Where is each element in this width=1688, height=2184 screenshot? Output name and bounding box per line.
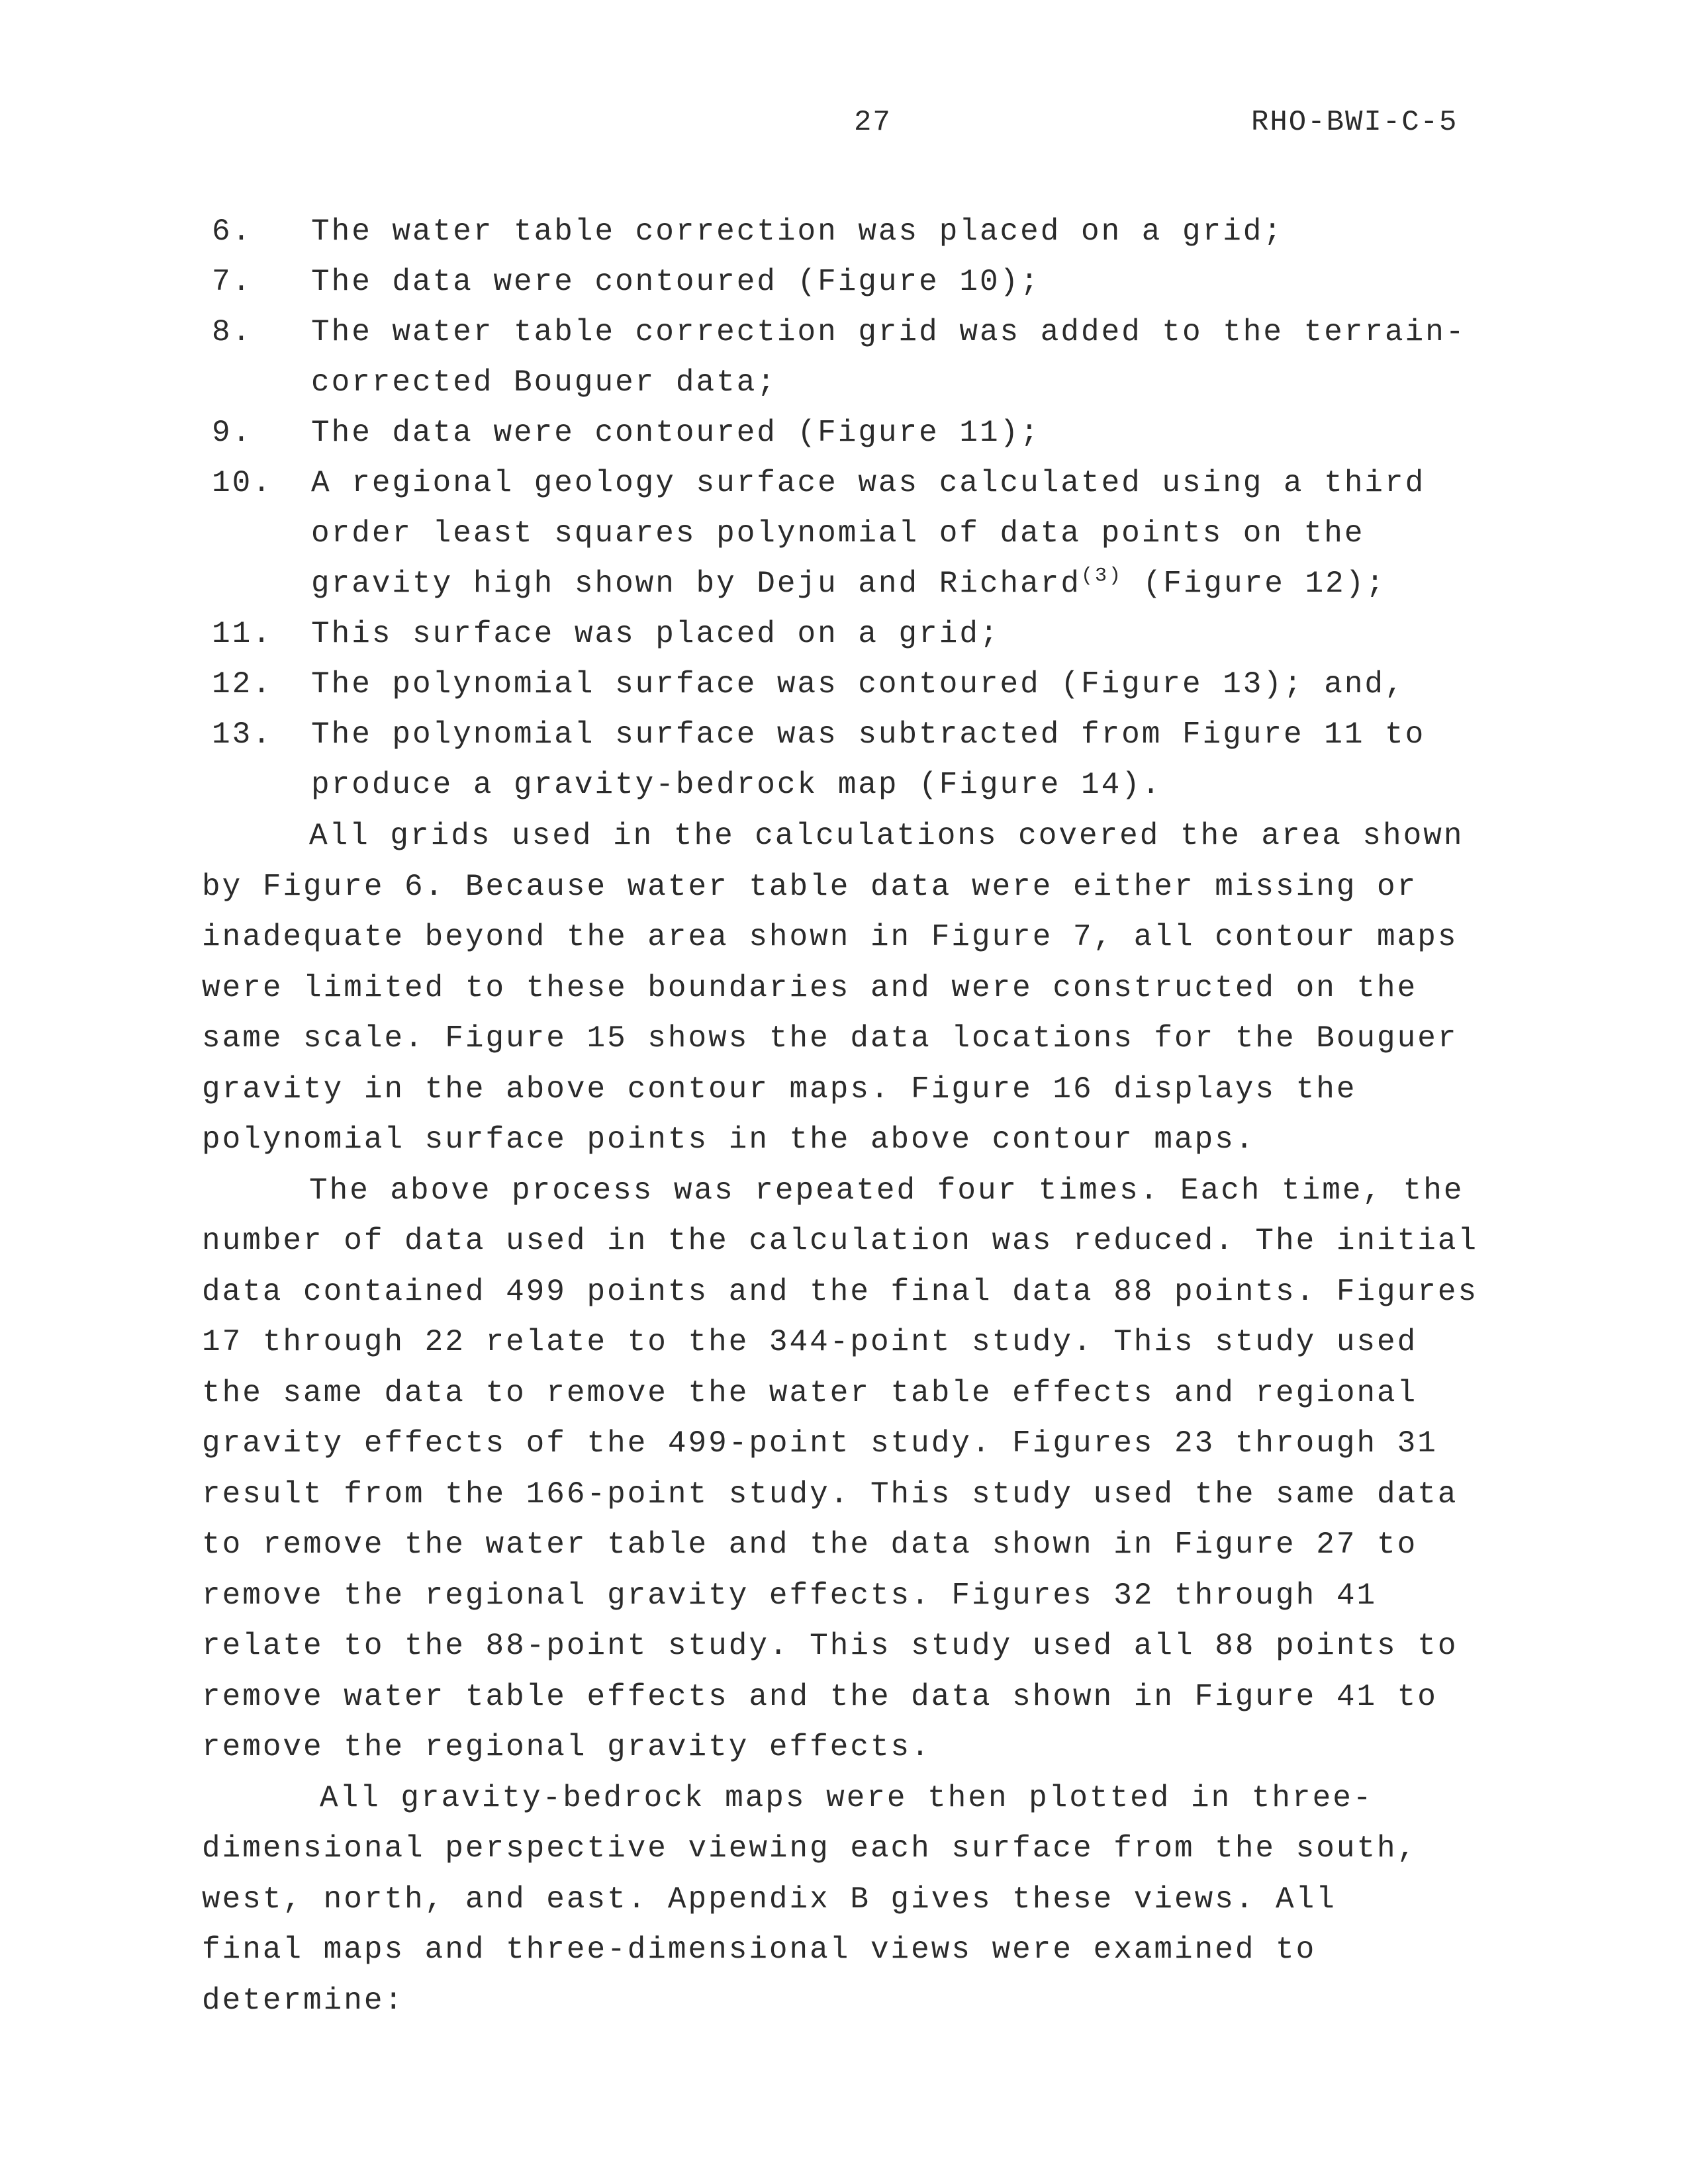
list-item bbox=[212, 307, 1503, 408]
step-number: 9. bbox=[212, 416, 253, 450]
reference-superscript: (3) bbox=[1080, 565, 1123, 588]
list-item bbox=[212, 609, 1503, 659]
paragraph-grids: All grids used in the calculations covered the area shown by Figure 6. Because water table data were either missing or inadequate beyond the area shown in Figure 7, all contour maps were limited to these boundaries and were constructed on the same scale. Figure 15 shows the data locations for the Bouguer gravity in the above contour maps. Figure 16 displays the polynomial surface points in the above contour maps. bbox=[202, 819, 1464, 1157]
list-item bbox=[212, 206, 1503, 257]
step-text: The water table correction was placed on a grid; bbox=[311, 214, 1284, 249]
list-item bbox=[212, 458, 1503, 609]
step-text: This surface was placed on a grid; bbox=[311, 617, 1000, 651]
step-number: 8. bbox=[212, 315, 253, 349]
step-text: The data were contoured (Figure 10); bbox=[311, 265, 1041, 299]
paragraph-maps: All gravity-bedrock maps were then plotted in three- dimensional perspective viewing each surface from the south, west, north, and east. Appendix B gives these views. All final maps and three-dimensional views were examined to determine: bbox=[202, 1780, 1418, 2018]
step-number: 12. bbox=[212, 667, 273, 702]
step-number: 13. bbox=[212, 717, 273, 752]
step-text: The polynomial surface was contoured (Figure 13); and, bbox=[311, 667, 1405, 702]
step-text bbox=[311, 458, 1503, 609]
step-text: The water table correction grid was added to the terrain- corrected Bouguer data; bbox=[311, 315, 1466, 400]
list-item bbox=[212, 257, 1503, 307]
step-number: 6. bbox=[212, 214, 253, 249]
document-id: RHO-BWI-C-5 bbox=[1251, 106, 1458, 139]
list-item bbox=[212, 659, 1503, 709]
paragraph-process: The above process was repeated four times. Each time, the number of data used in the calculation was reduced. The initial data contained 499 points and the final data 88 points. Figures 17 through 22 relate to the 344-point study. This study used the same data to remove the water table effects and regional gravity effects of the 499-point study. Figures 23 through 31 result from the 166-point study. This study used the same data to remove the water table and the data shown in Figure 27 to remove the regional gravity effects. Figures 32 through 41 relate to the 88-point study. This study used all 88 points to remove water table effects and the data shown in Figure 41 to remove the regional gravity effects. bbox=[202, 1173, 1479, 1764]
list-item bbox=[212, 408, 1503, 458]
step-text-main: A regional geology surface was calculated using a third order least squares polynomial of data points on the gravity high shown by Deju and Richard bbox=[311, 466, 1426, 601]
step-number: 7. bbox=[212, 265, 253, 299]
step-text-figure-ref: (Figure 12); bbox=[1123, 567, 1386, 601]
step-number: 10. bbox=[212, 466, 273, 500]
step-number: 11. bbox=[212, 617, 273, 651]
body-text bbox=[202, 811, 1513, 2026]
numbered-steps-list bbox=[212, 206, 1503, 810]
list-item bbox=[212, 709, 1503, 810]
page-number: 27 bbox=[854, 106, 892, 139]
step-text: The polynomial surface was subtracted from Figure 11 to produce a gravity-bedrock map (Figure 14). bbox=[311, 717, 1426, 802]
step-text: The data were contoured (Figure 11); bbox=[311, 416, 1041, 450]
